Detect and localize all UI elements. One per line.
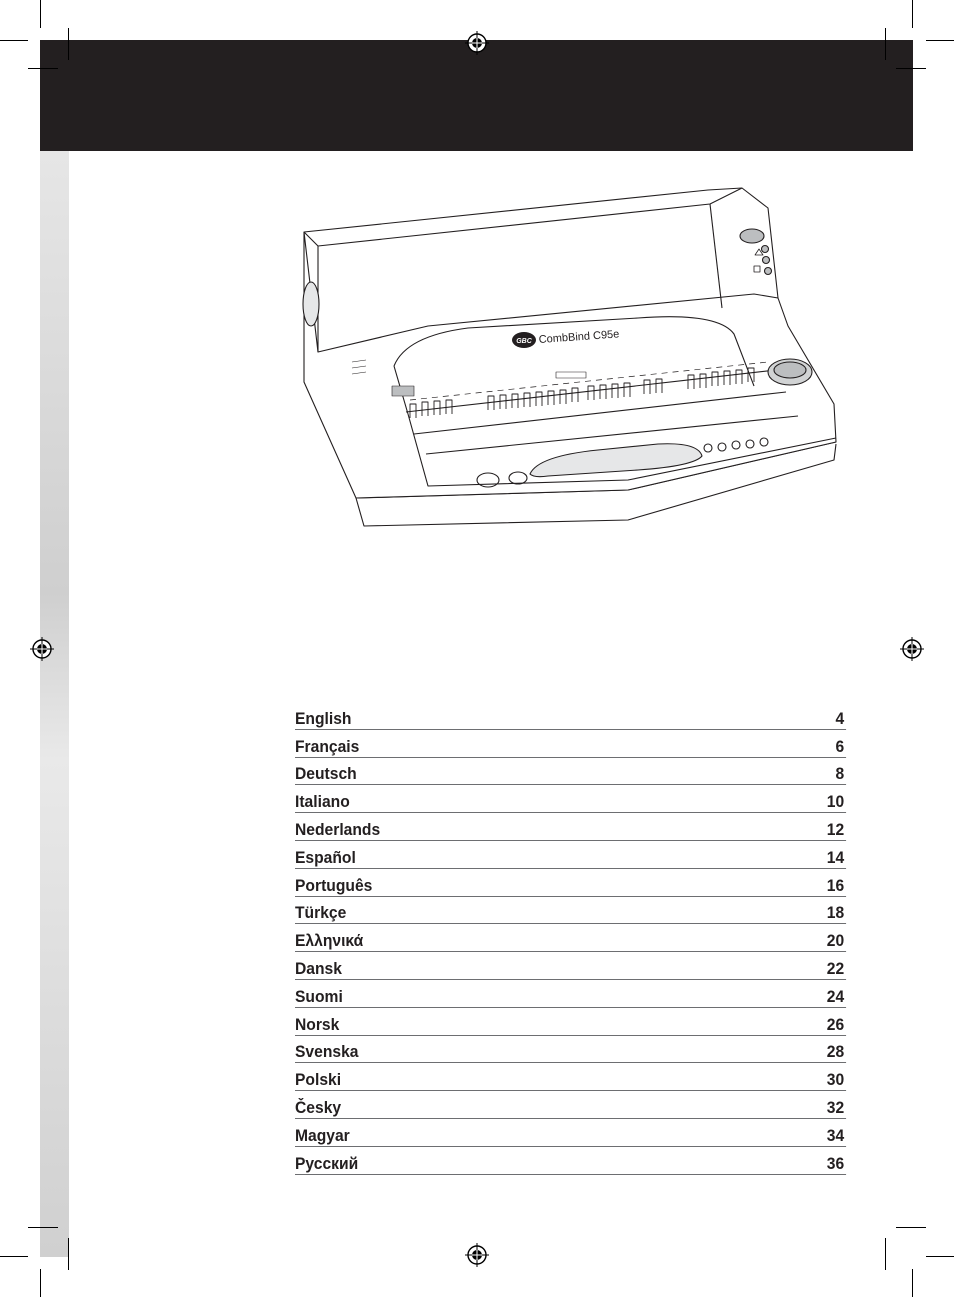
toc-page-number: 34	[826, 1125, 845, 1145]
toc-row[interactable]	[295, 1036, 846, 1064]
toc-page-number: 24	[826, 986, 845, 1006]
product-model-label: CombBind C95e	[538, 328, 620, 346]
registration-mark-icon	[900, 637, 924, 661]
toc-language: Magyar	[295, 1125, 350, 1145]
registration-mark-icon	[30, 637, 54, 661]
comb-binder-illustration	[298, 186, 840, 530]
gbc-logo	[512, 332, 536, 348]
toc-language: Nederlands	[295, 819, 381, 839]
toc-page-number: 36	[826, 1153, 845, 1173]
toc-language: Polski	[295, 1070, 342, 1090]
toc-language: English	[295, 708, 352, 728]
toc-row[interactable]	[295, 952, 846, 980]
toc-row[interactable]	[295, 869, 846, 897]
toc-page-number: 22	[826, 958, 845, 978]
side-strip	[40, 151, 69, 1257]
toc-language: Česky	[295, 1097, 342, 1117]
toc-row[interactable]	[295, 1119, 846, 1147]
toc-language: Italiano	[295, 792, 350, 812]
toc-row[interactable]	[295, 702, 846, 730]
language-contents-list	[295, 702, 846, 1175]
toc-row[interactable]	[295, 1063, 846, 1091]
toc-row[interactable]	[295, 924, 846, 952]
toc-row[interactable]	[295, 785, 846, 813]
toc-language: Norsk	[295, 1014, 340, 1034]
toc-row[interactable]	[295, 758, 846, 786]
toc-page-number: 26	[826, 1014, 845, 1034]
toc-language: Svenska	[295, 1042, 359, 1062]
toc-page-number: 14	[826, 847, 845, 867]
header-bar	[40, 40, 913, 151]
toc-page-number: 32	[826, 1097, 845, 1117]
registration-mark-icon	[465, 1243, 489, 1267]
toc-row[interactable]	[295, 980, 846, 1008]
toc-page-number: 10	[826, 792, 845, 812]
toc-language: Dansk	[295, 958, 342, 978]
toc-page-number: 6	[835, 736, 845, 756]
toc-row[interactable]	[295, 1147, 846, 1175]
toc-row[interactable]	[295, 730, 846, 758]
toc-page-number: 4	[835, 708, 845, 728]
toc-row[interactable]	[295, 1008, 846, 1036]
toc-language: Deutsch	[295, 764, 357, 784]
toc-page-number: 8	[835, 764, 845, 784]
toc-language: Español	[295, 847, 356, 867]
svg-text:GBC: GBC	[516, 338, 532, 345]
toc-page-number: 18	[826, 903, 845, 923]
toc-language: Suomi	[295, 986, 343, 1006]
toc-page-number: 30	[826, 1070, 845, 1090]
toc-row[interactable]	[295, 841, 846, 869]
toc-language: Türkçe	[295, 903, 347, 923]
toc-row[interactable]	[295, 897, 846, 925]
toc-language: Français	[295, 736, 360, 756]
toc-page-number: 28	[826, 1042, 845, 1062]
toc-row[interactable]	[295, 813, 846, 841]
registration-mark-icon	[465, 31, 489, 55]
toc-language: Русский	[295, 1153, 359, 1173]
toc-language: Ελληνικά	[295, 931, 364, 951]
toc-page-number: 12	[826, 819, 845, 839]
toc-language: Português	[295, 875, 373, 895]
toc-page-number: 20	[826, 931, 845, 951]
toc-page-number: 16	[826, 875, 845, 895]
toc-row[interactable]	[295, 1091, 846, 1119]
